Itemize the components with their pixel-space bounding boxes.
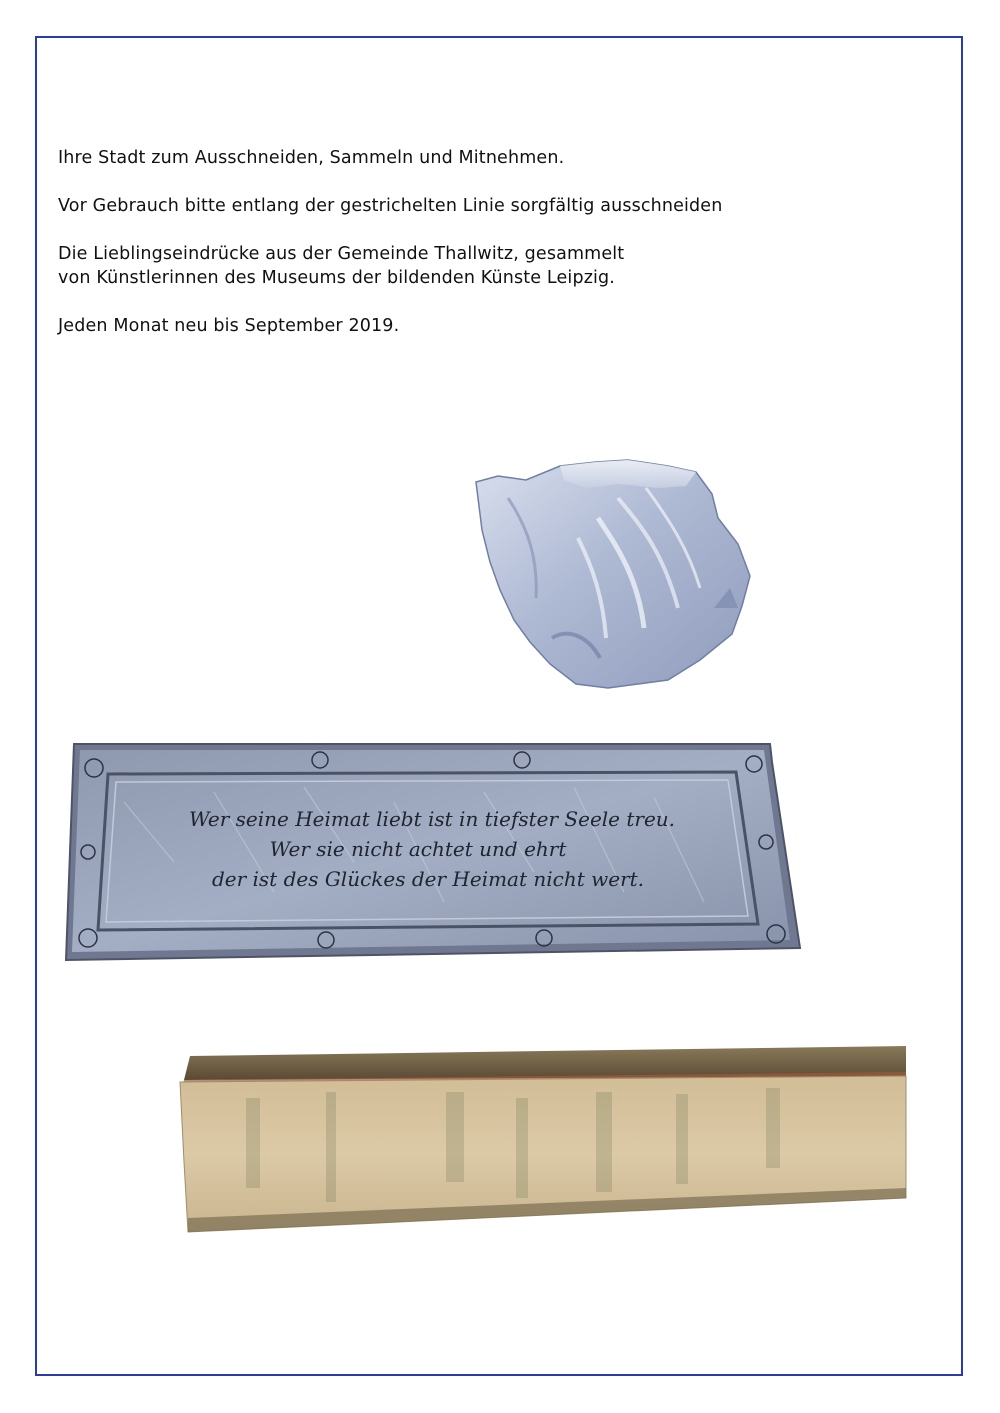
wall-cutout-image [176,1042,908,1234]
plaque-inscription-line-2: Wer sie nicht achtet und ehrt [269,837,567,861]
intro-line-schedule: Jeden Monat neu bis September 2019. [58,316,400,336]
plaque-inscription-line-3: der ist des Glückes der Heimat nicht wert. [211,867,645,891]
intro-line-instruction: Vor Gebrauch bitte entlang der gestrichelten Linie sorgfältig ausschneiden [58,196,723,216]
intro-line-collection-1: Die Lieblingseindrücke aus der Gemeinde Thallwitz, gesammelt [58,244,625,264]
intro-line-tagline: Ihre Stadt zum Ausschneiden, Sammeln und Mitnehmen. [58,148,565,168]
heimat-plaque-image [64,742,810,962]
intro-text-block [58,146,918,362]
intro-line-collection-2: von Künstlerinnen des Museums der bildenden Künste Leipzig. [58,268,616,288]
rock-cutout-image [468,458,758,698]
plaque-inscription-line-1: Wer seine Heimat liebt ist in tiefster Seele treu. [188,807,676,831]
intro-paragraph-collection [58,242,918,290]
